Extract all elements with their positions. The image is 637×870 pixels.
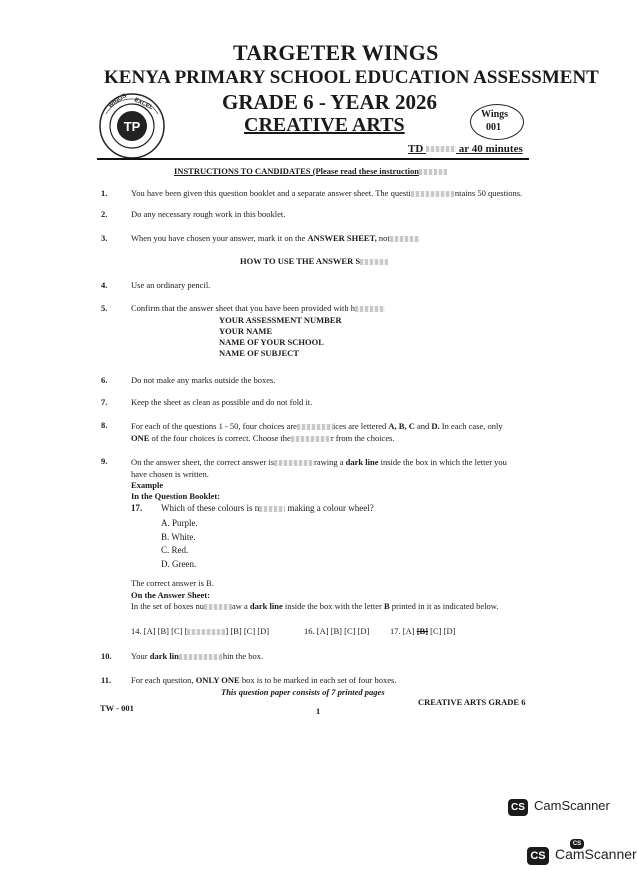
item-number: 4. [101, 280, 108, 290]
badge-line2: 001 [486, 122, 501, 133]
answer-row-16: 16. [A] [B] [C] [D] [304, 626, 370, 636]
header-rule [97, 158, 529, 160]
item-number: 10. [101, 651, 112, 661]
page-count-note: This question paper consists of 7 printed pages [221, 687, 385, 697]
confirm-item: NAME OF SUBJECT [219, 348, 299, 358]
instructions-heading: INSTRUCTIONS TO CANDIDATES (Please read these instruction [174, 166, 447, 176]
answer-row: 14. [A] [B] [C] [ ] [B] [C] [D] [131, 626, 270, 636]
example-question-number: 17. [131, 503, 143, 513]
item-text: Confirm that the answer sheet that you have been provided with h [131, 303, 385, 313]
confirm-item: NAME OF YOUR SCHOOL [219, 337, 324, 347]
school-logo-icon [96, 92, 168, 160]
footer-subject: CREATIVE ARTS GRADE 6 [418, 697, 526, 707]
item-number: 11. [101, 675, 112, 685]
item-text: For each question, ONLY ONE box is to be marked in each set of four boxes. [131, 675, 397, 685]
school-title: TARGETER WINGS [233, 40, 439, 65]
answer-sheet-text: In the set of boxes nu aw a dark line inside the box with the letter B printed in it as indicated below. [131, 601, 499, 611]
camscanner-text: CamScanner [555, 846, 637, 862]
correct-answer: The correct answer is B. [131, 578, 214, 588]
item-text: When you have chosen your answer, mark it on the ANSWER SHEET, not [131, 233, 420, 243]
item-number: 8. [101, 420, 108, 430]
item-number: 6. [101, 375, 108, 385]
item-number: 9. [101, 456, 108, 466]
item-text: For each of the questions 1 - 50, four choices are ices are lettered A, B, C and D. In each case, only ONE of the four choices is correct. Choose the r from the choices. [131, 421, 503, 443]
assessment-title: KENYA PRIMARY SCHOOL EDUCATION ASSESSMENT [104, 67, 599, 88]
item-number: 7. [101, 397, 108, 407]
example-options [161, 517, 198, 571]
paper-code: TW - 001 [100, 703, 134, 713]
time-prefix: TD [408, 143, 424, 155]
confirm-list [219, 315, 342, 359]
example-label: Example [131, 480, 164, 490]
svg-text:TP: TP [123, 119, 141, 134]
item-text: Your dark lin hin the box. [131, 651, 264, 661]
example-block [131, 480, 220, 502]
item-text: You have been given this question booklet and a separate answer sheet. The questi ntains 50 questions. [131, 188, 523, 198]
item-text: Keep the sheet as clean as possible and do not fold it. [131, 397, 313, 407]
svg-text:WINGS: WINGS [107, 93, 128, 110]
item-text: Do any necessary rough work in this booklet. [131, 209, 286, 219]
item-text: Use an ordinary pencil. [131, 280, 211, 290]
page-number: 1 [316, 706, 321, 716]
option: A. Purple. [161, 518, 198, 528]
camscanner-small-icon: CS [570, 832, 584, 842]
example-booklet-label: In the Question Booklet: [131, 491, 221, 501]
camscanner-icon: CS [508, 799, 528, 816]
answer-row-17: 17. [A] [B] [C] [D] [390, 626, 456, 636]
badge-line1: Wings [481, 109, 509, 120]
option: D. Green. [161, 558, 197, 569]
time-value: ar 40 minutes [458, 143, 523, 155]
answer-sheet-label: On the Answer Sheet: [131, 590, 210, 600]
subject-title: CREATIVE ARTS [244, 114, 405, 136]
option: C. Red. [161, 545, 189, 555]
item-number: 3. [101, 233, 108, 243]
example-question: Which of these colours is n making a colour wheel? [161, 503, 374, 513]
grade-year: GRADE 6 - YEAR 2026 [222, 90, 438, 114]
item-number: 5. [101, 303, 108, 313]
camscanner-text: CamScanner [534, 798, 610, 813]
item-text: Do not make any marks outside the boxes. [131, 375, 276, 385]
svg-text:EXCEL: EXCEL [133, 97, 154, 112]
item-number: 2. [101, 209, 108, 219]
confirm-item: YOUR NAME [219, 326, 273, 336]
camscanner-watermark-2 [527, 846, 637, 865]
time-allowed [408, 143, 523, 155]
how-to-use-heading: HOW TO USE THE ANSWER S [240, 256, 388, 266]
camscanner-watermark [508, 797, 610, 816]
item-number: 1. [101, 188, 108, 198]
confirm-item: YOUR ASSESSMENT NUMBER [219, 315, 342, 325]
camscanner-icon: CS [527, 847, 549, 865]
item-text: On the answer sheet, the correct answer is rawing a dark line inside the box in which the letter you have chosen is written. [131, 457, 507, 479]
option: B. White. [161, 531, 196, 542]
wings-badge [470, 104, 524, 140]
